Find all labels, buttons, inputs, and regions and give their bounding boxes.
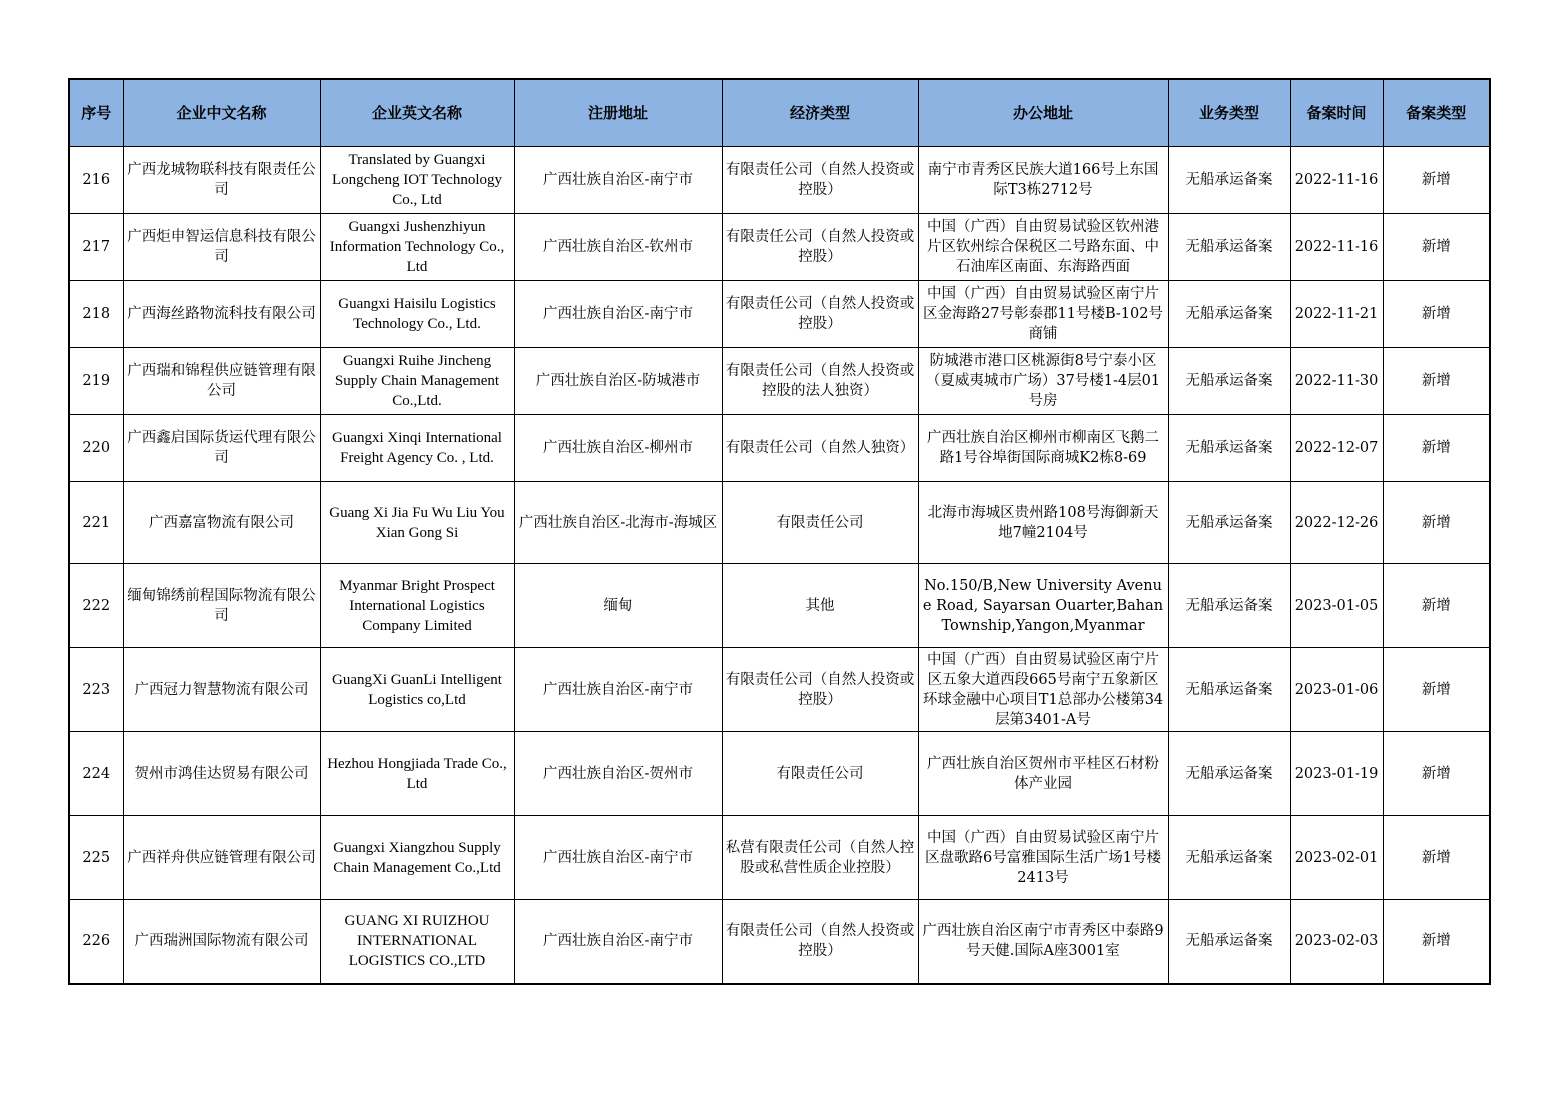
cell-cn-name: 缅甸锦绣前程国际物流有限公司 xyxy=(123,564,320,648)
cell-econ-type: 有限责任公司（自然人投资或控股的法人独资） xyxy=(722,348,918,415)
table-row xyxy=(69,482,1490,564)
cell-cn-name: 广西祥舟供应链管理有限公司 xyxy=(123,816,320,900)
cell-business-type: 无船承运备案 xyxy=(1168,214,1290,281)
table-row xyxy=(69,348,1490,415)
cell-record-date: 2023-01-06 xyxy=(1290,648,1383,732)
table-row xyxy=(69,900,1490,984)
cell-econ-type: 私营有限责任公司（自然人控股或私营性质企业控股） xyxy=(722,816,918,900)
cell-office-address: 广西壮族自治区柳州市柳南区飞鹅二路1号谷埠街国际商城K2栋8-69 xyxy=(918,415,1168,482)
header-record-type: 备案类型 xyxy=(1383,79,1490,147)
cell-record-date: 2022-12-26 xyxy=(1290,482,1383,564)
header-cn-name: 企业中文名称 xyxy=(123,79,320,147)
cell-record-date: 2022-11-21 xyxy=(1290,281,1383,348)
header-row xyxy=(69,79,1490,147)
cell-en-name: Guangxi Xiangzhou Supply Chain Management Co.,Ltd xyxy=(320,816,514,900)
cell-record-date: 2023-01-19 xyxy=(1290,732,1383,816)
cell-econ-type: 有限责任公司 xyxy=(722,732,918,816)
cell-econ-type: 有限责任公司（自然人投资或控股） xyxy=(722,900,918,984)
cell-office-address: 广西壮族自治区贺州市平桂区石材粉体产业园 xyxy=(918,732,1168,816)
cell-seq: 220 xyxy=(69,415,123,482)
cell-record-type: 新增 xyxy=(1383,816,1490,900)
cell-record-type: 新增 xyxy=(1383,415,1490,482)
cell-en-name: Guangxi Ruihe Jincheng Supply Chain Management Co.,Ltd. xyxy=(320,348,514,415)
cell-en-name: Guang Xi Jia Fu Wu Liu You Xian Gong Si xyxy=(320,482,514,564)
header-business-type: 业务类型 xyxy=(1168,79,1290,147)
cell-seq: 225 xyxy=(69,816,123,900)
cell-seq: 217 xyxy=(69,214,123,281)
cell-record-type: 新增 xyxy=(1383,147,1490,214)
cell-en-name: Guangxi Jushenzhiyun Information Technology Co., Ltd xyxy=(320,214,514,281)
cell-reg-address: 广西壮族自治区-柳州市 xyxy=(514,415,722,482)
cell-seq: 219 xyxy=(69,348,123,415)
cell-business-type: 无船承运备案 xyxy=(1168,348,1290,415)
cell-office-address: 南宁市青秀区民族大道166号上东国际T3栋2712号 xyxy=(918,147,1168,214)
header-en-name: 企业英文名称 xyxy=(320,79,514,147)
cell-business-type: 无船承运备案 xyxy=(1168,564,1290,648)
cell-business-type: 无船承运备案 xyxy=(1168,147,1290,214)
cell-office-address: 广西壮族自治区南宁市青秀区中泰路9号天健.国际A座3001室 xyxy=(918,900,1168,984)
cell-en-name: Guangxi Xinqi International Freight Agency Co. , Ltd. xyxy=(320,415,514,482)
cell-cn-name: 广西嘉富物流有限公司 xyxy=(123,482,320,564)
table-body xyxy=(69,147,1490,984)
cell-en-name: GUANG XI RUIZHOU INTERNATIONAL LOGISTICS CO.,LTD xyxy=(320,900,514,984)
cell-seq: 226 xyxy=(69,900,123,984)
cell-record-date: 2022-11-16 xyxy=(1290,214,1383,281)
cell-econ-type: 有限责任公司 xyxy=(722,482,918,564)
cell-reg-address: 广西壮族自治区-南宁市 xyxy=(514,648,722,732)
cell-business-type: 无船承运备案 xyxy=(1168,415,1290,482)
cell-en-name: Guangxi Haisilu Logistics Technology Co., Ltd. xyxy=(320,281,514,348)
cell-cn-name: 广西瑞洲国际物流有限公司 xyxy=(123,900,320,984)
table-row xyxy=(69,281,1490,348)
cell-seq: 216 xyxy=(69,147,123,214)
cell-record-type: 新增 xyxy=(1383,732,1490,816)
cell-reg-address: 广西壮族自治区-南宁市 xyxy=(514,816,722,900)
table-row xyxy=(69,816,1490,900)
cell-record-date: 2022-11-16 xyxy=(1290,147,1383,214)
header-econ-type: 经济类型 xyxy=(722,79,918,147)
cell-cn-name: 广西瑞和锦程供应链管理有限公司 xyxy=(123,348,320,415)
cell-reg-address: 缅甸 xyxy=(514,564,722,648)
cell-en-name: GuangXi GuanLi Intelligent Logistics co,Ltd xyxy=(320,648,514,732)
cell-reg-address: 广西壮族自治区-南宁市 xyxy=(514,900,722,984)
cell-record-type: 新增 xyxy=(1383,281,1490,348)
cell-office-address: 北海市海城区贵州路108号海御新天地7幢2104号 xyxy=(918,482,1168,564)
cell-cn-name: 广西龙城物联科技有限责任公司 xyxy=(123,147,320,214)
cell-office-address: 中国（广西）自由贸易试验区南宁片区五象大道西段665号南宁五象新区环球金融中心项目T1总部办公楼第34层第3401-A号 xyxy=(918,648,1168,732)
cell-cn-name: 广西炬申智运信息科技有限公司 xyxy=(123,214,320,281)
table-row xyxy=(69,147,1490,214)
cell-office-address: No.150/B,New University Avenue Road, Sayarsan Ouarter,Bahan Township,Yangon,Myanmar xyxy=(918,564,1168,648)
cell-econ-type: 其他 xyxy=(722,564,918,648)
cell-reg-address: 广西壮族自治区-南宁市 xyxy=(514,147,722,214)
cell-econ-type: 有限责任公司（自然人投资或控股） xyxy=(722,281,918,348)
cell-record-date: 2023-01-05 xyxy=(1290,564,1383,648)
cell-reg-address: 广西壮族自治区-防城港市 xyxy=(514,348,722,415)
cell-cn-name: 贺州市鸿佳达贸易有限公司 xyxy=(123,732,320,816)
cell-cn-name: 广西冠力智慧物流有限公司 xyxy=(123,648,320,732)
cell-business-type: 无船承运备案 xyxy=(1168,482,1290,564)
cell-record-type: 新增 xyxy=(1383,348,1490,415)
cell-reg-address: 广西壮族自治区-南宁市 xyxy=(514,281,722,348)
cell-record-type: 新增 xyxy=(1383,214,1490,281)
table-row xyxy=(69,564,1490,648)
cell-econ-type: 有限责任公司（自然人独资） xyxy=(722,415,918,482)
cell-office-address: 防城港市港口区桃源街8号宁泰小区（夏威夷城市广场）37号楼1-4层01号房 xyxy=(918,348,1168,415)
header-seq: 序号 xyxy=(69,79,123,147)
header-reg-address: 注册地址 xyxy=(514,79,722,147)
cell-en-name: Myanmar Bright Prospect International Logistics Company Limited xyxy=(320,564,514,648)
cell-record-date: 2022-12-07 xyxy=(1290,415,1383,482)
cell-record-type: 新增 xyxy=(1383,564,1490,648)
cell-en-name: Hezhou Hongjiada Trade Co., Ltd xyxy=(320,732,514,816)
table-row xyxy=(69,415,1490,482)
cell-record-type: 新增 xyxy=(1383,482,1490,564)
cell-reg-address: 广西壮族自治区-钦州市 xyxy=(514,214,722,281)
cell-business-type: 无船承运备案 xyxy=(1168,732,1290,816)
cell-seq: 218 xyxy=(69,281,123,348)
cell-office-address: 中国（广西）自由贸易试验区钦州港片区钦州综合保税区二号路东面、中石油库区南面、东海路西面 xyxy=(918,214,1168,281)
cell-record-date: 2023-02-01 xyxy=(1290,816,1383,900)
cell-seq: 222 xyxy=(69,564,123,648)
cell-econ-type: 有限责任公司（自然人投资或控股） xyxy=(722,648,918,732)
cell-seq: 221 xyxy=(69,482,123,564)
table-row xyxy=(69,214,1490,281)
cell-cn-name: 广西海丝路物流科技有限公司 xyxy=(123,281,320,348)
cell-reg-address: 广西壮族自治区-贺州市 xyxy=(514,732,722,816)
cell-record-date: 2023-02-03 xyxy=(1290,900,1383,984)
header-record-date: 备案时间 xyxy=(1290,79,1383,147)
cell-business-type: 无船承运备案 xyxy=(1168,816,1290,900)
cell-record-type: 新增 xyxy=(1383,648,1490,732)
cell-seq: 223 xyxy=(69,648,123,732)
cell-business-type: 无船承运备案 xyxy=(1168,281,1290,348)
cell-en-name: Translated by Guangxi Longcheng IOT Technology Co., Ltd xyxy=(320,147,514,214)
cell-reg-address: 广西壮族自治区-北海市-海城区 xyxy=(514,482,722,564)
record-table xyxy=(68,78,1491,985)
cell-business-type: 无船承运备案 xyxy=(1168,900,1290,984)
cell-cn-name: 广西鑫启国际货运代理有限公司 xyxy=(123,415,320,482)
cell-office-address: 中国（广西）自由贸易试验区南宁片区金海路27号彰泰郡11号楼B-102号商铺 xyxy=(918,281,1168,348)
cell-record-type: 新增 xyxy=(1383,900,1490,984)
cell-seq: 224 xyxy=(69,732,123,816)
cell-business-type: 无船承运备案 xyxy=(1168,648,1290,732)
header-office-address: 办公地址 xyxy=(918,79,1168,147)
cell-econ-type: 有限责任公司（自然人投资或控股） xyxy=(722,147,918,214)
cell-office-address: 中国（广西）自由贸易试验区南宁片区盘歌路6号富雅国际生活广场1号楼2413号 xyxy=(918,816,1168,900)
table-row xyxy=(69,648,1490,732)
cell-record-date: 2022-11-30 xyxy=(1290,348,1383,415)
cell-econ-type: 有限责任公司（自然人投资或控股） xyxy=(722,214,918,281)
table-row xyxy=(69,732,1490,816)
